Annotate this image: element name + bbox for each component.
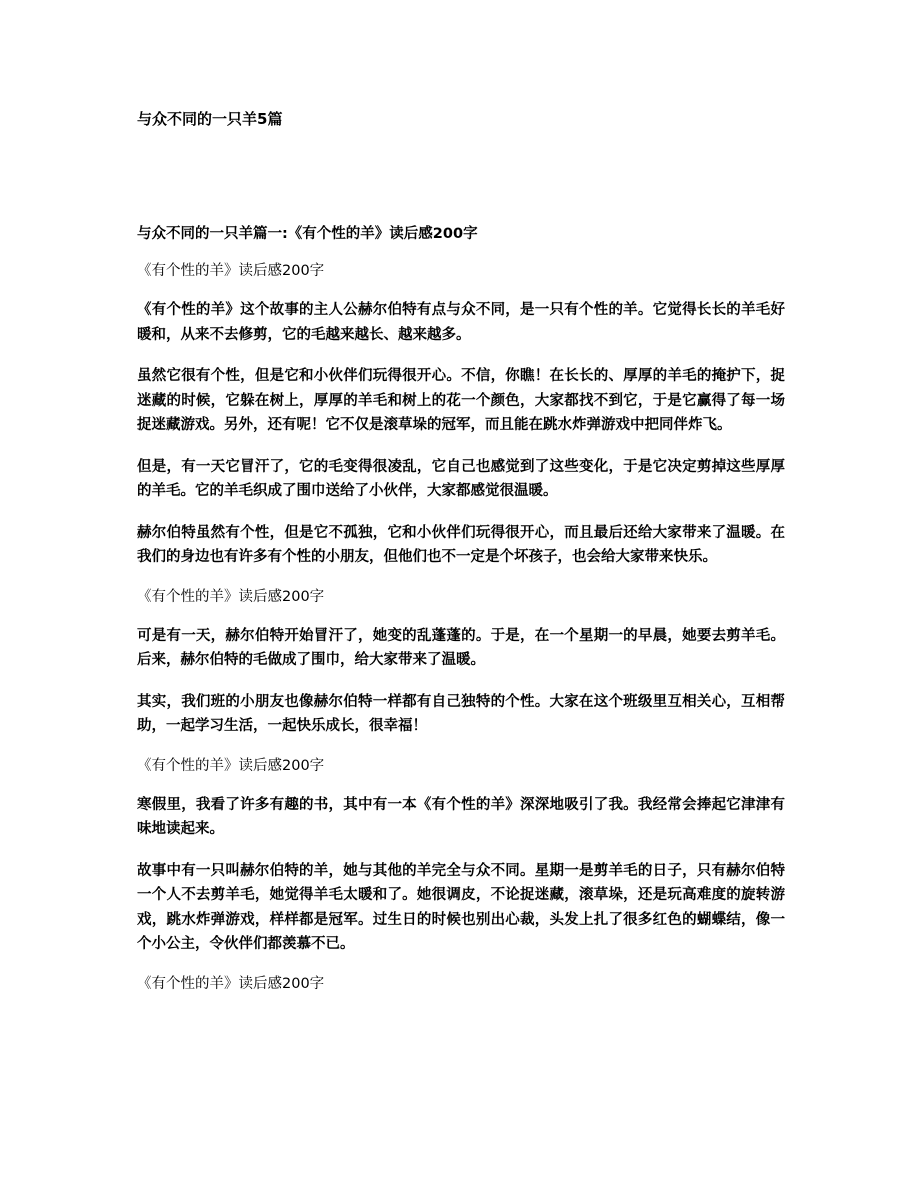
paragraph: 可是有一天，赫尔伯特开始冒汗了，她变的乱蓬蓬的。于是，在一个星期一的早晨，她要去剪羊毛。后来，赫尔伯特的毛做成了围巾，给大家带来了温暖。 (137, 627, 785, 668)
document-content (137, 224, 785, 1011)
section-title: 与众不同的一只羊篇一:《有个性的羊》读后感200字 (137, 226, 478, 242)
paragraph: 《有个性的羊》这个故事的主人公赫尔伯特有点与众不同，是一只有个性的羊。它觉得长长的羊毛好暖和，从来不去修剪，它的毛越来越长、越来越多。 (137, 302, 785, 343)
review-heading: 《有个性的羊》读后感200字 (137, 757, 325, 774)
paragraph: 寒假里，我看了许多有趣的书，其中有一本《有个性的羊》深深地吸引了我。我经常会捧起它津津有味地读起来。 (137, 796, 785, 837)
paragraph: 但是，有一天它冒汗了，它的毛变得很凌乱，它自己也感觉到了这些变化，于是它决定剪掉这些厚厚的羊毛。它的羊毛织成了围巾送给了小伙伴，大家都感觉很温暖。 (137, 458, 785, 499)
review-heading: 《有个性的羊》读后感200字 (137, 263, 325, 279)
review-heading: 《有个性的羊》读后感200字 (137, 975, 325, 992)
paragraph: 虽然它很有个性，但是它和小伙伴们玩得很开心。不信，你瞧！在长长的、厚厚的羊毛的掩护下，捉迷藏的时候，它躲在树上，厚厚的羊毛和树上的花一个颜色，大家都找不到它，于是它赢得了每一场捉迷藏游戏。另外，还有呢！它不仅是滚草垛的冠军，而且能在跳水炸弹游戏中把同伴炸飞。 (137, 368, 785, 433)
paragraph: 其实，我们班的小朋友也像赫尔伯特一样都有自己独特的个性。大家在这个班级里互相关心，互相帮助，一起学习生活，一起快乐成长，很幸福！ (137, 693, 785, 734)
review-heading: 《有个性的羊》读后感200字 (137, 588, 325, 605)
paragraph: 故事中有一只叫赫尔伯特的羊，她与其他的羊完全与众不同。星期一是剪羊毛的日子，只有赫尔伯特一个人不去剪羊毛，她觉得羊毛太暖和了。她很调皮，不论捉迷藏，滚草垛，还是玩高难度的旋转游戏，跳水炸弹游戏，样样都是冠军。过生日的时候也别出心裁，头发上扎了很多红色的蝴蝶结，像一个小公主，令伙伴们都羡慕不已。 (137, 862, 785, 952)
document-title: 与众不同的一只羊5篇 (137, 110, 283, 128)
paragraph: 赫尔伯特虽然有个性，但是它不孤独，它和小伙伴们玩得很开心，而且最后还给大家带来了温暖。在我们的身边也有许多有个性的小朋友，但他们也不一定是个坏孩子，也会给大家带来快乐。 (137, 524, 785, 565)
